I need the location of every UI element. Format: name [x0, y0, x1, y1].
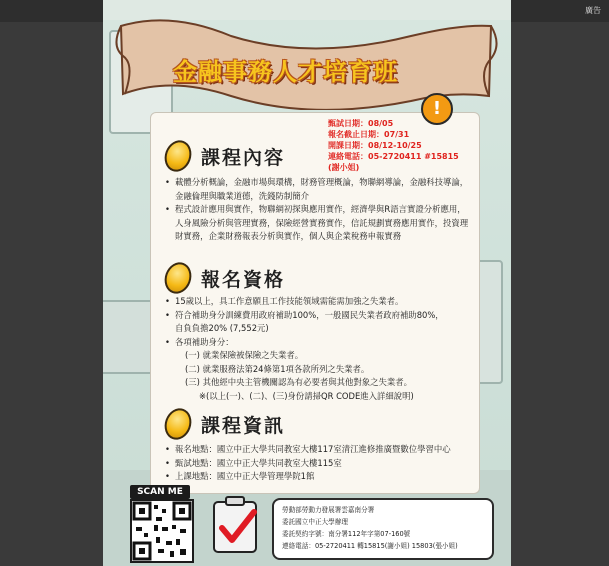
contact-person: (謝小姐) [328, 163, 360, 172]
poster-title: 金融事務人才培育班 [173, 58, 398, 86]
ad-poster[interactable] [103, 0, 511, 566]
registration-deadline: 報名截止日期：07/31 [328, 130, 410, 139]
eligibility-list [165, 295, 471, 403]
coin-icon [160, 137, 195, 176]
scan-me-label: SCAN ME [130, 485, 190, 499]
exclamation-icon: ! [421, 93, 453, 125]
course-section-header [165, 140, 285, 172]
list-item: • 15歲以上，具工作意願且工作技能領域需能需加強之失業者。 [165, 295, 471, 309]
exam-date: 甄試日期：08/05 [328, 119, 394, 128]
coin-icon [160, 259, 195, 298]
info-section-header [165, 408, 285, 440]
list-item: (一) 就業保險被保險之失業者。 [185, 350, 304, 360]
list-item: (三) 其他經中央主管機關認為有必要者與其他對象之失業者。 [185, 377, 412, 387]
info-list [165, 443, 471, 484]
course-section-title: 課程內容 [201, 146, 286, 169]
list-item: • 甄試地點：國立中正大學共同教室大樓115室 [165, 457, 471, 471]
list-item: • 各項補助身分： [165, 336, 471, 350]
organizer-info-box [272, 498, 494, 560]
clipboard-checkmark-icon [210, 494, 262, 554]
organizer-line: 委託契約字號：南分署112年字第07-160號 [282, 530, 411, 538]
key-dates [328, 118, 498, 173]
list-item: • 報名地點：國立中正大學共同教室大樓117室清江進修推廣暨數位學習中心 [165, 443, 471, 457]
list-item: • 上課地點：國立中正大學管理學院1館 [165, 470, 471, 484]
list-item: • 符合補助身分訓練費用政府補助100%，一般國民失業者政府補助80%， [165, 309, 471, 323]
eligibility-section-header [165, 262, 285, 294]
contact-phone: 連絡電話：05-2720411 #15815 [328, 152, 459, 161]
qr-code[interactable] [130, 499, 194, 563]
info-section-title: 課程資訊 [201, 414, 286, 437]
list-item: • 程式設計應用與實作，物聯網初探與應用實作，經濟學與R語言實證分析應用，人身風險分析與管理實務，保險經營實務實作，信託規劃實務應用實作，投資理財實務，企業財務報表分析與實作，個人與企業稅務申報實務 [165, 203, 471, 244]
organizer-line: 委託國立中正大學辦理 [282, 518, 348, 526]
list-item: • 載體分析概論，金融市場與環構，財務管理概論，物聯網導論，金融科技導論，金融倫理與職業道德，洗錢防制簡介 [165, 176, 471, 203]
list-item: ※(以上(一)、(二)、(三)身份請掃QR CODE進入詳細說明) [199, 390, 414, 401]
ad-label: 廣告 [585, 6, 601, 15]
course-dates: 開課日期：08/12-10/25 [328, 141, 422, 150]
eligibility-section-title: 報名資格 [201, 268, 286, 291]
coin-icon [160, 405, 195, 444]
organizer-line: 連絡電話：05-2720411 轉15815(謝小姐) 15803(張小姐) [282, 542, 458, 550]
list-item: (二) 就業服務法第24條第1項各款所列之失業者。 [185, 363, 370, 374]
course-list [165, 176, 471, 244]
organizer-line: 勞動部勞動力發展署雲嘉南分署 [282, 506, 375, 514]
list-item: 自負負擔20% (7,552元) [175, 323, 269, 333]
